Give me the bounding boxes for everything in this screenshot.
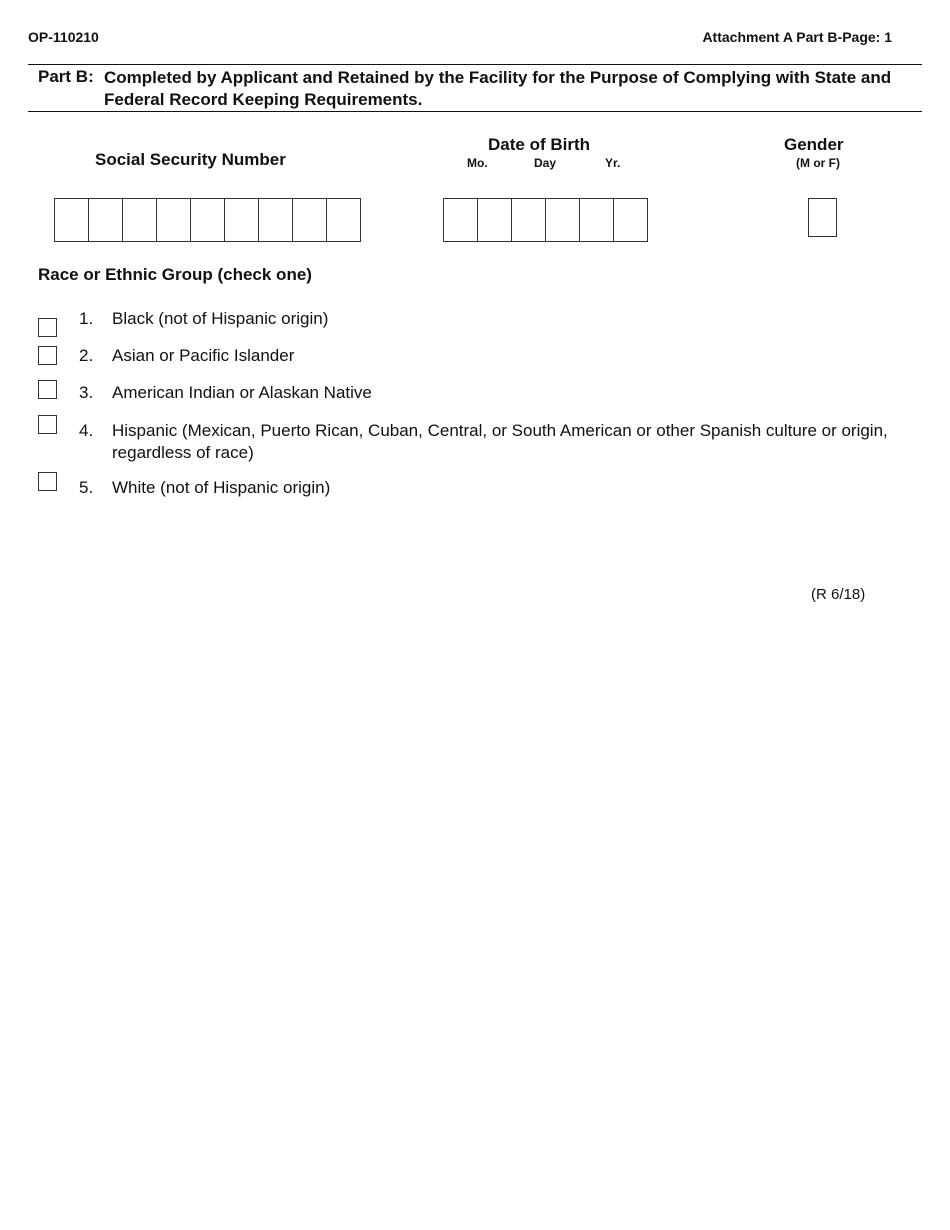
race-option-1-label: Black (not of Hispanic origin): [112, 309, 329, 328]
race-option-4-label: Hispanic (Mexican, Puerto Rican, Cuban, Central, or South American or other Spanish culture or origin, regardless of race): [112, 421, 888, 462]
race-option-1-number: 1.: [79, 309, 94, 328]
gender-hint: (M or F): [796, 156, 840, 170]
revision-date: (R 6/18): [811, 586, 866, 603]
race-heading: Race or Ethnic Group (check one): [38, 265, 312, 284]
race-option-2-label: Asian or Pacific Islander: [112, 346, 295, 365]
race-option-5-label: White (not of Hispanic origin): [112, 478, 331, 497]
dob-year-digit-2[interactable]: [614, 199, 648, 241]
dob-year-digit-1[interactable]: [580, 199, 614, 241]
ssn-digit-7[interactable]: [259, 199, 293, 241]
bottom-divider: [28, 111, 922, 112]
race-option-3-checkbox[interactable]: [38, 380, 57, 399]
ssn-digit-4[interactable]: [157, 199, 191, 241]
dob-month-digit-2[interactable]: [478, 199, 512, 241]
race-option-3-number: 3.: [79, 383, 94, 402]
ssn-digit-2[interactable]: [89, 199, 123, 241]
dob-label: Date of Birth: [488, 135, 590, 154]
race-option-3-label: American Indian or Alaskan Native: [112, 383, 372, 402]
race-option-5-number: 5.: [79, 478, 94, 497]
race-option-4-checkbox[interactable]: [38, 415, 57, 434]
page-reference: Attachment A Part B-Page: 1: [702, 29, 892, 45]
dob-input-boxes: [443, 198, 648, 242]
race-option-1-checkbox[interactable]: [38, 318, 57, 337]
ssn-digit-5[interactable]: [191, 199, 225, 241]
gender-label: Gender: [784, 135, 844, 154]
ssn-digit-1[interactable]: [55, 199, 89, 241]
ssn-digit-8[interactable]: [293, 199, 327, 241]
form-id: OP-110210: [28, 29, 99, 45]
ssn-label: Social Security Number: [95, 150, 286, 169]
ssn-digit-6[interactable]: [225, 199, 259, 241]
race-option-5-checkbox[interactable]: [38, 472, 57, 491]
ssn-digit-3[interactable]: [123, 199, 157, 241]
ssn-digit-9[interactable]: [327, 199, 361, 241]
part-title: Completed by Applicant and Retained by the Facility for the Purpose of Complying with State and Federal Record Keeping Requirements.: [104, 68, 892, 109]
ssn-input-boxes: [54, 198, 361, 242]
dob-month-digit-1[interactable]: [444, 199, 478, 241]
part-label: Part B:: [38, 67, 94, 86]
gender-input-box[interactable]: [808, 198, 837, 237]
dob-day-digit-1[interactable]: [512, 199, 546, 241]
dob-day-label: Day: [534, 156, 557, 170]
race-option-2-checkbox[interactable]: [38, 346, 57, 365]
top-divider: [28, 64, 922, 65]
race-option-2-number: 2.: [79, 346, 94, 365]
dob-day-digit-2[interactable]: [546, 199, 580, 241]
dob-month-label: Mo.: [467, 156, 488, 170]
dob-year-label: Yr.: [605, 156, 621, 170]
race-option-4-number: 4.: [79, 421, 94, 440]
